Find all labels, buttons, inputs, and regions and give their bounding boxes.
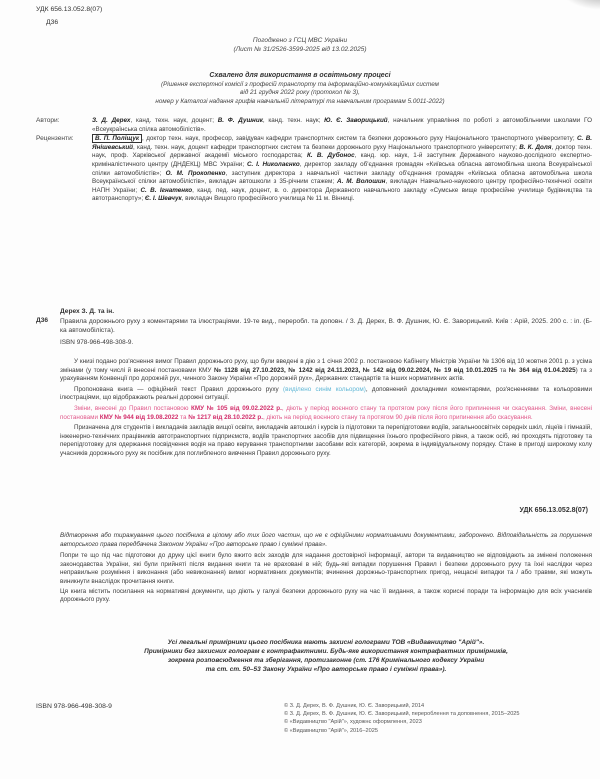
approval-line: номер у Каталозі надання грифів навчальній літературі та навчальним програмам 5.0011-2022) [155, 97, 445, 105]
authors-label: Автори: [36, 117, 60, 124]
text: Зміни, внесені до Правил постановою [74, 404, 192, 412]
text: та [497, 366, 509, 374]
text: та [178, 413, 189, 421]
resolution-list: № 1128 від 27.10.2023, № 1242 від 24.11.2023, № 142 від 09.02.2024, № 19 від 10.01.2025 [213, 366, 498, 374]
reviewer-desc: , канд. пед. наук, доцент, в. о. директора Державного навчального закладу «Сумське вище професійне училище будівництва та автотранспорту»; [92, 186, 592, 203]
copyright-line: © З. Д. Дерех, В. Ф. Душник, Ю. Є. Заворицький, перероблення та доповнення, 2015–2025 [284, 711, 520, 718]
author-desc: , начальник управління по роботі з автомобільними школами ГО «Всеукраїнська спілка автомобілістів». [92, 117, 592, 133]
resolution: КМУ № 944 від 19.08.2022 [99, 413, 179, 421]
reviewer-name: А. М. Волошин [337, 178, 386, 186]
bib-title: Правила дорожнього руху з коментарями та ілюстраціями. 19-те вид., переробл. та доповн. / З. Д. Дерех, В. Ф. Душник, Ю. Є. Заворицький. Київ : Арій, 2025. 200 с. : іл. (Б-ка автомобіліста). [60, 317, 592, 334]
education-approval [0, 72, 600, 106]
agreement-line: Погоджено з ГСЦ МВС України [252, 37, 348, 44]
text: ) та з урахуванням Конвенції про дорожній рух, чинного Закону України «Про дорожній рух», Державних стандартів та інших нормативних актів. [60, 366, 592, 383]
wartime-note [60, 405, 592, 422]
authors-row [36, 117, 592, 134]
author-name: В. Ф. Душник [217, 117, 263, 124]
copyright-line: © «Видавництво "Арій"», художнє оформлення, 2023 [284, 719, 422, 726]
reviewer-desc: , канд. техн. наук, доцент кафедри транспортних систем та безпеки дорожнього руху Національного транспортного університету; [133, 143, 520, 151]
agreement-letter: (Лист № 31/2526-3599-2025 від 13.02.2025) [233, 46, 367, 53]
text: , доповнений докладними коментарями, роз'ясненнями та кольоровими ілюстраціями, що відображають реальні дорожні ситуації. [60, 385, 593, 402]
disclaimer: Попри те що під час підготовки до друку цієї книги було вжито всіх заходів для надання достовірної інформації, автори та видавництво не відповідають за змінені положення законодавства України, які були прийняті після видання книги та не враховані в ній; будь-які випадки порушення Правил і безпеки дорожнього руху та їхні наслідки через неправильне розуміння і виконання (або невиконання) вимог нормативних документів; вчинення дорожньо-транспортних пригод, нещасні випадки та / або травми, які можуть виникнути внаслідок прочитання книги. [60, 552, 592, 585]
resolution: № 1217 від 28.10.2022 р. [188, 413, 263, 421]
reviewer-desc: , директор закладу об'єднання громадян «Київська обласна автомобільна школа Всеукраїнської спілки автомобілістів»; [92, 160, 592, 177]
audience-paragraph: Призначена для студентів і викладачів закладів вищої освіти, викладачів автошкіл і курсів із підготовки та перепідготовки водіїв, загальноосвітніх середніх шкіл, ліцеїв і гімназій, інженерно-технічних працівників автотранспортних підприємств, водіїв транспортних засобів для підвищення їхнього професійного рівня, а також осіб, які проходять підготовку та перепідготовку для одержання посвідчення водія на право керування транспортними засобами всіх категорій, зокрема в індивідуальному порядку. Стане в пригоді широкому колу учасників дорожнього руху як посібник для поглибленого вивчення Правил дорожнього руху. [60, 424, 592, 457]
reviewer-name: К. В. Дубонос [306, 152, 355, 160]
bib-title-line [36, 317, 592, 335]
author-name: Ю. Є. Заворицький [324, 117, 388, 124]
blue-note: (виділено синім кольором) [283, 385, 366, 393]
bib-author: Дерех З. Д. та ін. [60, 308, 115, 315]
reviewers-label: Рецензенти: [36, 135, 74, 143]
text: У книзі подано роз'яснення вимог Правил дорожнього руху, що були введені в дію з 1 січня 2002 р. постановою Кабінету Міністрів України № 1306 від 10 жовтня 2001 р. з усіма змінами (у тому числі й внесені постановами КМУ [60, 358, 592, 374]
legal-notice [60, 532, 592, 606]
author-name: З. Д. Дерех [92, 117, 131, 124]
isbn: ISBN 978-966-498-308-9 [36, 703, 112, 710]
hologram-line: та ст. ст. 50–53 Закону України «Про авторське право і суміжні права»). [205, 666, 447, 673]
hologram-line: Усі легальні примірники цього посібника мають захисні голограми ТОВ «Видавництво "Арій"». [167, 639, 485, 646]
reviewer-desc: , викладач Навчально-наукового центру професійно-технічної освіти НАПН України; [92, 178, 593, 194]
abstract-paragraph [60, 386, 592, 403]
reviewer-desc: , заступник директора з навчальної частини закладу об'єднання громадян «Київська обласна автомобільна школа Всеукраїнської спілки автомобілістів», викладач автошколи з 35-річним стажем; [92, 169, 593, 186]
copyright-line: © З. Д. Дерех, В. Ф. Душник, Ю. Є. Заворицький, 2014 [284, 703, 425, 709]
references-note: Ця книга містить посилання на нормативні документи, що діють у галузі безпеки дорожнього руху на час її видання, а також корисні поради та інформацію для всіх учасників дорожнього руху. [60, 587, 592, 604]
author-desc: , канд. техн. наук, доцент; [130, 117, 218, 124]
resolution: № 364 від 01.04.2025 [508, 366, 576, 374]
abstract-paragraph [60, 358, 592, 384]
udk-code-bottom: УДК 656.13.052.8(07) [519, 507, 588, 514]
ministry-agreement [0, 36, 600, 54]
reviewer-desc: , канд. юр. наук, 1-й заступник Державного науково-дослідного експертно-криміналістичного центру (ДНДЕКЦ) МВС України; [92, 152, 592, 168]
text: , діють на період воєнного стану та протягом 90 днів після його припинення або скасування. [263, 413, 533, 421]
author-sign: Д36 [46, 19, 59, 26]
credits-section [36, 117, 592, 204]
bib-code: Д36 [36, 316, 49, 324]
reviewer-name: Є. І. Шевчук [144, 195, 182, 203]
approval-line: від 21 грудня 2022 року (протокол № 3), [240, 89, 360, 97]
approval-line: (Рішення експертної комісії з професій транспорту та інформаційно-комунікаційних систем [160, 80, 440, 88]
scan-shadow [560, 0, 600, 10]
reproduction-notice: Відтворення або тиражування цього посібника в цілому або тих його частин, що не є офіційними нормативними документами, заборонено. Відповідальність за порушення авторського права передбачена Законом України «Про авторське право і суміжні права». [60, 532, 592, 548]
author-desc: , канд. техн. наук; [262, 117, 325, 124]
reviewer-desc: , доктор техн. наук, професор, завідувач кафедри транспортних систем та безпеки дорожнього руху Національного транспортного університету; [142, 135, 577, 143]
text: Пропонована книга — офіційний текст Правил дорожнього руху [74, 385, 284, 393]
reviewer-name: С. В. Янішевський [92, 135, 592, 151]
hologram-notice [60, 638, 592, 674]
udk-code: УДК 656.13.052.8(07) [36, 6, 103, 13]
reviewer-desc: , викладач Вищого професійного училища № 11 м. Вінниці. [181, 195, 355, 203]
hologram-line: Примірники без захисних голограм є контрафактними. Будь-яке використання контрафактних примірників, [144, 648, 508, 655]
approval-title: Схвалено для використання в освітньому процесі [209, 72, 391, 79]
resolution: КМУ № 105 від 09.02.2022 р. [191, 404, 282, 412]
reviewer-name: С. В. Ігнатенко [140, 186, 193, 194]
reviewer-name-boxed: В. П. Поліщук [92, 134, 142, 143]
text: , діють у період воєнного стану та протягом року після його припинення чи скасування. Зміни, внесені постановами [60, 404, 592, 421]
copyright-list [284, 702, 594, 735]
reviewer-name: В. К. Доля [519, 143, 552, 151]
bibliographic-record [36, 308, 592, 347]
hologram-line: зокрема розповсюдження та зберігання, протизаконне (ст. 176 Кримінального кодексу України [167, 657, 485, 664]
reviewer-desc: , доктор техн. наук, проф. Харківської державної академії міського господарства; [92, 143, 593, 160]
reviewers-row [36, 135, 592, 204]
reviewer-name: О. М. Прокопенко [165, 169, 226, 177]
abstract [60, 358, 592, 461]
copyright-line: © «Видавництво "Арій"», 2016–2025 [284, 727, 378, 734]
authors-list [92, 117, 592, 134]
bib-isbn: ISBN 978-966-498-308-9. [60, 338, 134, 346]
reviewers-list [92, 135, 592, 204]
reviewer-name: С. І. Николаєнко [246, 160, 300, 168]
